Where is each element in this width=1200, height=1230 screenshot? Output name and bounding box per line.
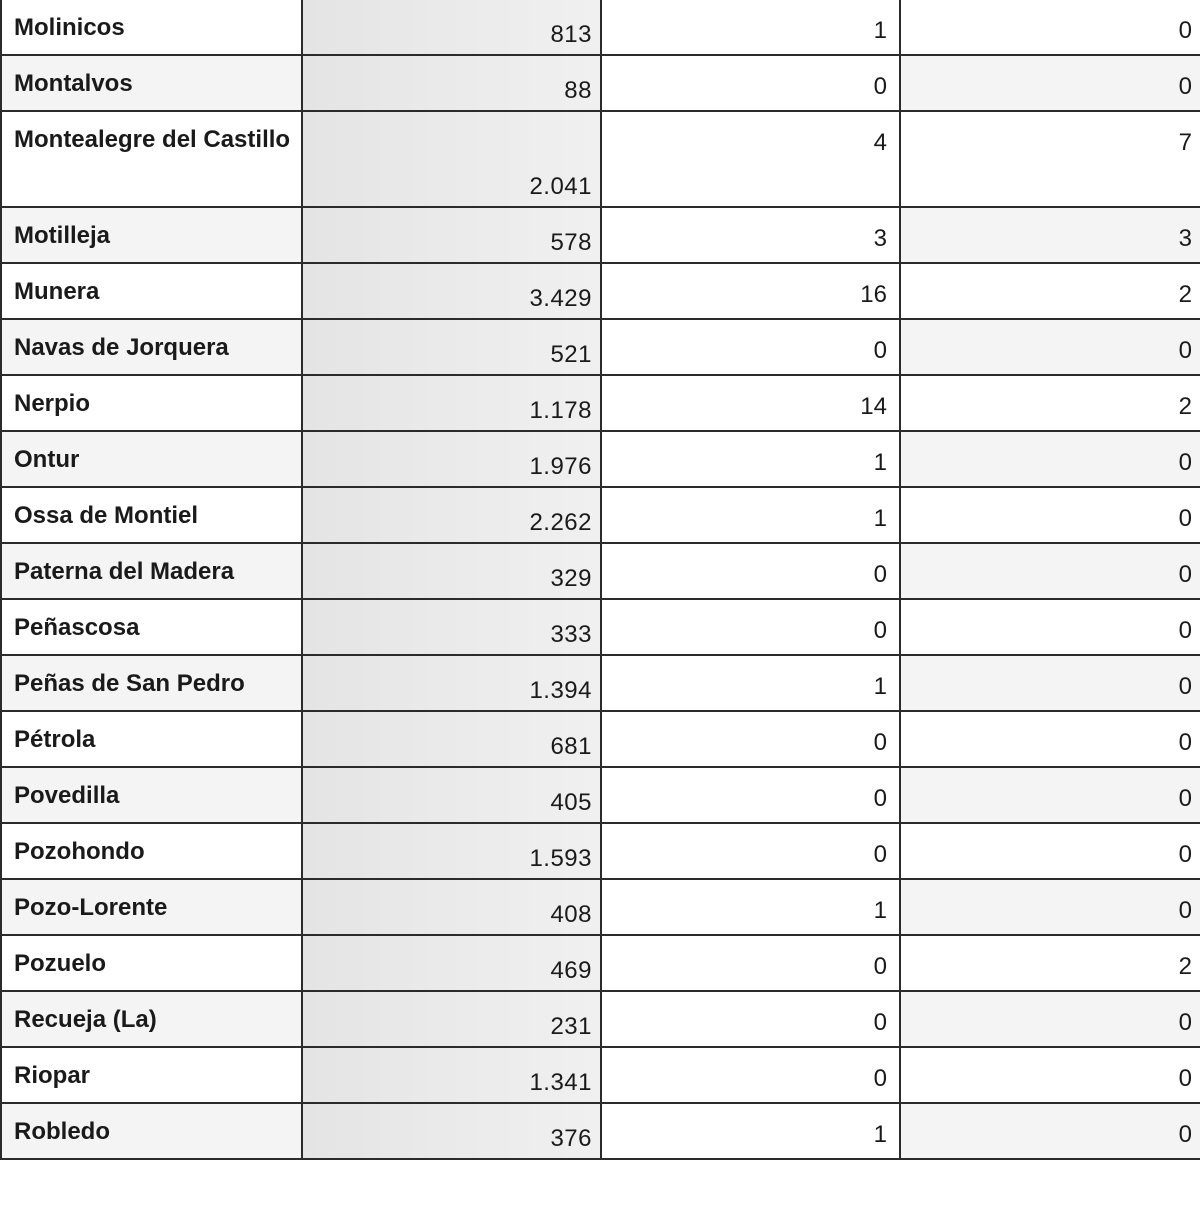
municipality-name-cell: Navas de Jorquera bbox=[1, 319, 302, 375]
value-b-cell: 0 bbox=[900, 599, 1200, 655]
table-row bbox=[1, 487, 1200, 543]
value-a-cell: 4 bbox=[601, 111, 900, 207]
value-b-cell: 2 bbox=[900, 935, 1200, 991]
population-cell: 521 bbox=[302, 319, 601, 375]
value-b-cell: 0 bbox=[900, 431, 1200, 487]
value-b-cell: 0 bbox=[900, 55, 1200, 111]
municipality-name-cell: Motilleja bbox=[1, 207, 302, 263]
value-b-cell: 0 bbox=[900, 487, 1200, 543]
municipality-name-cell: Pozohondo bbox=[1, 823, 302, 879]
municipality-name-cell: Robledo bbox=[1, 1103, 302, 1159]
value-b-cell: 0 bbox=[900, 0, 1200, 55]
value-a-cell: 3 bbox=[601, 207, 900, 263]
table-row bbox=[1, 543, 1200, 599]
table-row bbox=[1, 1047, 1200, 1103]
value-b-cell: 0 bbox=[900, 543, 1200, 599]
population-cell: 1.394 bbox=[302, 655, 601, 711]
table-row bbox=[1, 935, 1200, 991]
table-row bbox=[1, 879, 1200, 935]
value-a-cell: 0 bbox=[601, 319, 900, 375]
table-row bbox=[1, 207, 1200, 263]
value-a-cell: 0 bbox=[601, 55, 900, 111]
municipality-name-cell: Pozuelo bbox=[1, 935, 302, 991]
table-row bbox=[1, 55, 1200, 111]
municipality-name-cell: Molinicos bbox=[1, 0, 302, 55]
value-a-cell: 1 bbox=[601, 655, 900, 711]
value-b-cell: 7 bbox=[900, 111, 1200, 207]
value-b-cell: 2 bbox=[900, 263, 1200, 319]
value-a-cell: 0 bbox=[601, 823, 900, 879]
table-row bbox=[1, 0, 1200, 55]
value-a-cell: 14 bbox=[601, 375, 900, 431]
value-a-cell: 1 bbox=[601, 1103, 900, 1159]
value-a-cell: 0 bbox=[601, 767, 900, 823]
population-cell: 2.041 bbox=[302, 111, 601, 207]
municipality-name-cell: Pozo-Lorente bbox=[1, 879, 302, 935]
population-cell: 2.262 bbox=[302, 487, 601, 543]
population-cell: 1.178 bbox=[302, 375, 601, 431]
municipality-name-cell: Peñascosa bbox=[1, 599, 302, 655]
population-cell: 3.429 bbox=[302, 263, 601, 319]
value-b-cell: 0 bbox=[900, 1047, 1200, 1103]
value-a-cell: 0 bbox=[601, 543, 900, 599]
municipality-name-cell: Povedilla bbox=[1, 767, 302, 823]
value-b-cell: 0 bbox=[900, 1103, 1200, 1159]
population-cell: 405 bbox=[302, 767, 601, 823]
value-a-cell: 1 bbox=[601, 487, 900, 543]
value-a-cell: 0 bbox=[601, 599, 900, 655]
value-a-cell: 1 bbox=[601, 431, 900, 487]
table-row bbox=[1, 711, 1200, 767]
table-row bbox=[1, 991, 1200, 1047]
municipality-name-cell: Paterna del Madera bbox=[1, 543, 302, 599]
value-b-cell: 3 bbox=[900, 207, 1200, 263]
value-b-cell: 0 bbox=[900, 319, 1200, 375]
municipality-name-cell: Montalvos bbox=[1, 55, 302, 111]
table-row bbox=[1, 823, 1200, 879]
table-row bbox=[1, 263, 1200, 319]
population-cell: 1.341 bbox=[302, 1047, 601, 1103]
population-cell: 88 bbox=[302, 55, 601, 111]
value-a-cell: 16 bbox=[601, 263, 900, 319]
value-b-cell: 0 bbox=[900, 711, 1200, 767]
population-cell: 333 bbox=[302, 599, 601, 655]
value-a-cell: 0 bbox=[601, 1047, 900, 1103]
table-row bbox=[1, 655, 1200, 711]
population-cell: 329 bbox=[302, 543, 601, 599]
municipality-name-cell: Ontur bbox=[1, 431, 302, 487]
value-b-cell: 0 bbox=[900, 767, 1200, 823]
population-cell: 376 bbox=[302, 1103, 601, 1159]
table-row bbox=[1, 375, 1200, 431]
municipality-name-cell: Ossa de Montiel bbox=[1, 487, 302, 543]
value-b-cell: 0 bbox=[900, 655, 1200, 711]
population-cell: 1.593 bbox=[302, 823, 601, 879]
municipality-name-cell: Recueja (La) bbox=[1, 991, 302, 1047]
municipality-name-cell: Riopar bbox=[1, 1047, 302, 1103]
table-row bbox=[1, 599, 1200, 655]
table-row bbox=[1, 111, 1200, 207]
table-row bbox=[1, 431, 1200, 487]
table-row bbox=[1, 767, 1200, 823]
value-a-cell: 0 bbox=[601, 991, 900, 1047]
population-cell: 231 bbox=[302, 991, 601, 1047]
municipality-name-cell: Peñas de San Pedro bbox=[1, 655, 302, 711]
table-row bbox=[1, 319, 1200, 375]
population-cell: 469 bbox=[302, 935, 601, 991]
population-cell: 408 bbox=[302, 879, 601, 935]
population-cell: 681 bbox=[302, 711, 601, 767]
value-b-cell: 0 bbox=[900, 823, 1200, 879]
municipality-name-cell: Pétrola bbox=[1, 711, 302, 767]
value-a-cell: 1 bbox=[601, 879, 900, 935]
value-b-cell: 0 bbox=[900, 879, 1200, 935]
municipality-name-cell: Munera bbox=[1, 263, 302, 319]
value-a-cell: 1 bbox=[601, 0, 900, 55]
municipality-name-cell: Nerpio bbox=[1, 375, 302, 431]
value-a-cell: 0 bbox=[601, 935, 900, 991]
population-cell: 1.976 bbox=[302, 431, 601, 487]
value-b-cell: 0 bbox=[900, 991, 1200, 1047]
population-cell: 578 bbox=[302, 207, 601, 263]
municipality-name-cell: Montealegre del Castillo bbox=[1, 111, 302, 207]
table-row bbox=[1, 1103, 1200, 1159]
population-cell: 813 bbox=[302, 0, 601, 55]
value-b-cell: 2 bbox=[900, 375, 1200, 431]
value-a-cell: 0 bbox=[601, 711, 900, 767]
